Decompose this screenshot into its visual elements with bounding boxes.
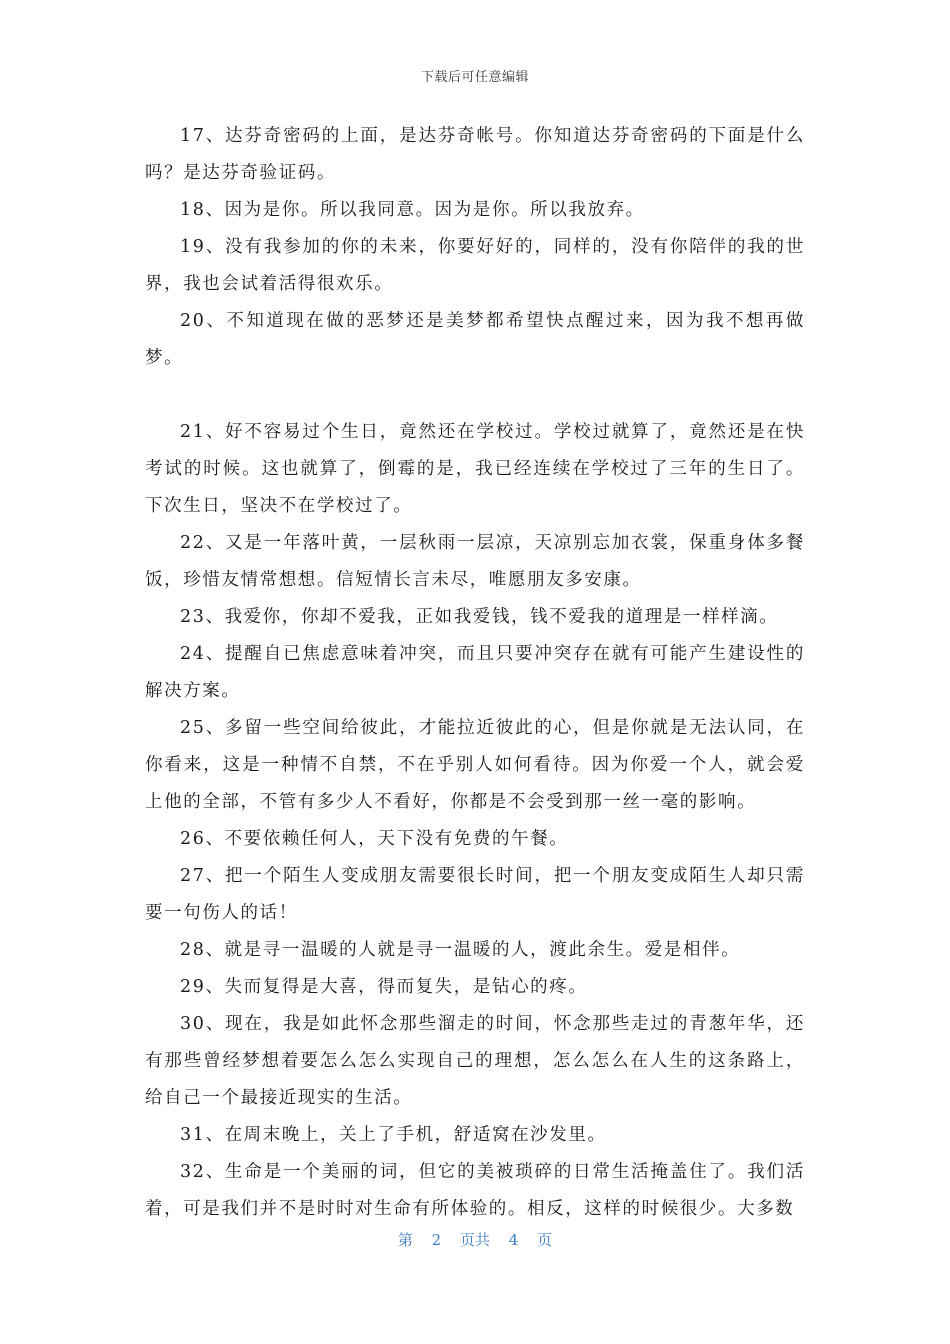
paragraph-29: 29、失而复得是大喜，得而复失，是钻心的疼。 [180,977,588,997]
paragraph-24: 24、提醒自已焦虑意味着冲突，而且只要冲突存在就有可能产生建设性的解决方案。 [145,644,805,701]
paragraph-28: 28、就是寻一温暖的人就是寻一温暖的人，渡此余生。爱是相伴。 [180,940,741,960]
paragraph-20: 20、不知道现在做的恶梦还是美梦都希望快点醒过来，因为我不想再做梦。 [145,311,805,368]
paragraph-27: 27、把一个陌生人变成朋友需要很长时间，把一个朋友变成陌生人却只需要一句伤人的话！ [145,866,805,923]
paragraph-26: 26、不要依赖任何人，天下没有免费的午餐。 [180,829,569,849]
page-header: 下载后可任意编辑 [420,70,529,85]
page-number-footer: 第 2 页共 4 页 [397,1231,553,1249]
paragraph-21: 21、好不容易过个生日，竟然还在学校过。学校过就算了，竟然还是在快考试的时候。这也就算了，倒霉的是，我已经连续在学校过了三年的生日了。下次生日，坚决不在学校过了。 [145,422,805,516]
document-body [145,118,805,1228]
paragraph-32: 32、生命是一个美丽的词，但它的美被琐碎的日常生活掩盖住了。我们活着，可是我们并不是时时对生命有所体验的。相反，这样的时候很少。大多数 [145,1162,805,1219]
paragraph-23: 23、我爱你，你却不爱我，正如我爱钱，钱不爱我的道理是一样样滴。 [180,607,779,627]
paragraph-18: 18、因为是你。所以我同意。因为是你。所以我放弃。 [180,200,645,220]
paragraph-30: 30、现在，我是如此怀念那些溜走的时间，怀念那些走过的青葱年华，还有那些曾经梦想着要怎么怎么实现自己的理想，怎么怎么在人生的这条路上，给自己一个最接近现实的生活。 [145,1014,805,1108]
paragraph-17: 17、达芬奇密码的上面，是达芬奇帐号。你知道达芬奇密码的下面是什么吗？是达芬奇验证码。 [145,126,805,183]
paragraph-31: 31、在周末晚上，关上了手机，舒适窝在沙发里。 [180,1125,607,1145]
paragraph-19: 19、没有我参加的你的未来，你要好好的，同样的，没有你陪伴的我的世界，我也会试着活得很欢乐。 [145,237,805,294]
paragraph-22: 22、又是一年落叶黄，一层秋雨一层凉，天凉别忘加衣裳，保重身体多餐饭，珍惜友情常想想。信短情长言未尽，唯愿朋友多安康。 [145,533,805,590]
paragraph-25: 25、多留一些空间给彼此，才能拉近彼此的心，但是你就是无法认同，在你看来，这是一种情不自禁，不在乎别人如何看待。因为你爱一个人，就会爱上他的全部，不管有多少人不看好，你都是不会受到那一丝一毫的影响。 [145,718,805,812]
